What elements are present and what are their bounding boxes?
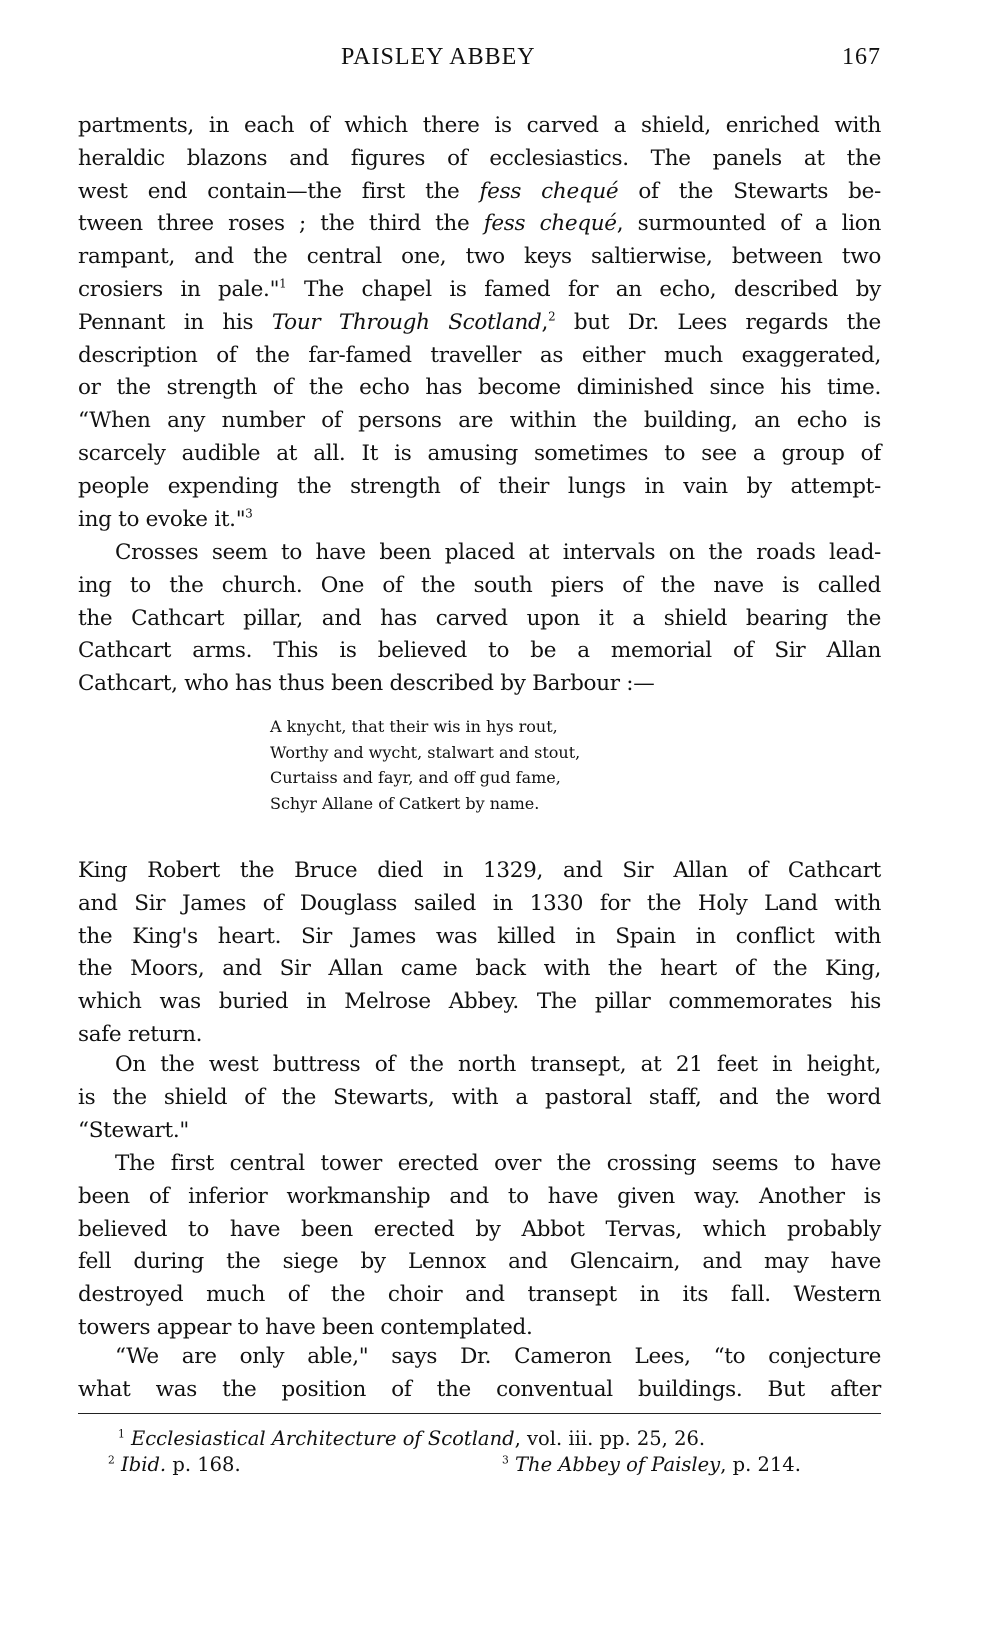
footnote — [118, 1426, 705, 1452]
running-head-title: PAISLEY ABBEY — [341, 44, 536, 70]
text-line — [78, 888, 881, 921]
text-line — [78, 1115, 881, 1148]
paragraph — [78, 855, 881, 1052]
text-run: heraldic blazons and figures of ecclesiastics. The panels at the — [78, 145, 881, 171]
verse-line: Curtaiss and fayr, and off gud fame, — [270, 768, 561, 787]
footnote-marker: 3 — [502, 1453, 509, 1467]
text-line — [78, 1341, 881, 1374]
text-line — [78, 1312, 881, 1345]
text-run: p. 168. — [166, 1453, 241, 1476]
text-run: west end contain—the first the — [78, 178, 480, 204]
text-line — [78, 537, 881, 570]
text-line — [78, 438, 881, 471]
text-run: people expending the strength of their lungs in vain by attempt- — [78, 473, 881, 499]
footnote-marker: 1 — [118, 1427, 125, 1441]
text-run: of the Stewarts be- — [618, 178, 882, 204]
text-line — [78, 953, 881, 986]
text-run: fell during the siege by Lennox and Glencairn, and may have — [78, 1249, 881, 1275]
footnote — [502, 1452, 801, 1478]
text-run: tween three roses ; the third the — [78, 211, 484, 237]
text-run: the Moors, and Sir Allan came back with the heart of the King, — [78, 956, 881, 982]
text-run: “When any number of persons are within the building, an echo is — [78, 408, 881, 434]
footnote-rule — [78, 1413, 881, 1414]
text-line — [78, 570, 881, 603]
text-run: The first central tower erected over the crossing seems to have — [115, 1151, 881, 1176]
footnote-marker: 1 — [279, 276, 287, 291]
text-line — [78, 1181, 881, 1214]
text-line — [78, 372, 881, 405]
text-line — [78, 1082, 881, 1115]
italic-text: Ecclesiastical Architecture of Scotland — [131, 1427, 515, 1450]
text-run: Pennant in his — [78, 309, 272, 335]
text-line — [78, 1374, 881, 1407]
text-run: ing to the church. One of the south piers of the nave is called — [78, 572, 881, 598]
text-run: , surmounted of a lion — [616, 211, 881, 237]
text-line — [78, 1214, 881, 1247]
text-line — [78, 340, 881, 373]
text-run: or the strength of the echo has become diminished since his time. — [78, 375, 881, 401]
verse-line: Schyr Allane of Catkert by name. — [270, 793, 540, 813]
text-run: , — [541, 309, 549, 335]
italic-text: fess chequé — [479, 178, 619, 204]
footnote-marker: 2 — [548, 309, 556, 324]
text-run: the Cathcart pillar, and has carved upon it a shield bearing the — [78, 605, 881, 631]
text-line — [78, 504, 881, 537]
text-run: but Dr. Lees regards the — [555, 309, 881, 335]
text-run: crosiers in pale." — [78, 276, 280, 302]
italic-text: The Abbey of Paisley — [515, 1453, 721, 1476]
text-run: the King's heart. Sir James was killed in Spain in conflict with — [78, 923, 881, 949]
paragraph — [78, 537, 881, 701]
text-line — [78, 855, 881, 888]
text-run: towers appear to have been contemplated. — [78, 1314, 533, 1340]
text-line — [78, 208, 881, 241]
text-run: Crosses seem to have been placed at intervals on the roads lead- — [115, 540, 881, 565]
paragraph — [78, 1341, 881, 1407]
text-run: ing to evoke it." — [78, 506, 246, 532]
text-line — [78, 986, 881, 1019]
text-run: The chapel is famed for an echo, described by — [286, 276, 882, 302]
text-run: description of the far-famed traveller as either much exaggerated, — [78, 342, 881, 368]
text-line — [78, 1148, 881, 1181]
text-run: what was the position of the conventual buildings. But after — [78, 1376, 881, 1402]
text-line — [78, 1019, 881, 1052]
text-run: safe return. — [78, 1021, 203, 1047]
page-number: 167 — [842, 44, 881, 70]
paragraph — [78, 1148, 881, 1345]
footnote — [108, 1452, 241, 1478]
paragraph — [78, 110, 881, 536]
italic-text: Tour Through Scotland — [271, 309, 542, 335]
text-line — [78, 1049, 881, 1082]
text-run: which was buried in Melrose Abbey. The pillar commemorates his — [78, 989, 881, 1015]
text-line — [78, 110, 881, 143]
text-run: is the shield of the Stewarts, with a pastoral staff, and the word — [78, 1084, 881, 1110]
text-line — [78, 1246, 881, 1279]
text-run: Cathcart arms. This is believed to be a memorial of Sir Allan — [78, 638, 881, 664]
footnote-marker: 3 — [245, 506, 253, 521]
italic-text: Ibid. — [121, 1453, 167, 1476]
text-run: “We are only able," says Dr. Cameron Lees, “to conjecture — [115, 1344, 881, 1369]
text-line — [78, 405, 881, 438]
text-line — [78, 921, 881, 954]
footnote-marker: 2 — [108, 1453, 115, 1467]
text-line — [78, 241, 881, 274]
text-line — [78, 176, 881, 209]
text-line — [78, 668, 881, 701]
verse-line: Worthy and wycht, stalwart and stout, — [270, 742, 581, 762]
text-run: On the west buttress of the north transept, at 21 feet in height, — [115, 1052, 881, 1077]
verse-line: A knycht, that their wis in hys rout, — [270, 717, 558, 736]
text-line — [78, 143, 881, 176]
italic-text: fess chequé — [483, 211, 617, 237]
text-line — [78, 471, 881, 504]
text-run: rampant, and the central one, two keys saltierwise, between two — [78, 244, 881, 270]
text-run: , p. 214. — [720, 1453, 801, 1476]
text-line — [78, 635, 881, 668]
text-line — [78, 603, 881, 636]
text-line — [78, 274, 881, 307]
text-run: , vol. iii. pp. 25, 26. — [514, 1427, 706, 1450]
text-run: been of inferior workmanship and to have given way. Another is — [78, 1183, 881, 1209]
text-run: “Stewart." — [78, 1117, 189, 1143]
text-run: partments, in each of which there is carved a shield, enriched with — [78, 113, 881, 138]
verse-quotation — [270, 714, 580, 816]
paragraph — [78, 1049, 881, 1147]
text-run: believed to have been erected by Abbot Tervas, which probably — [78, 1216, 881, 1242]
text-run: King Robert the Bruce died in 1329, and Sir Allan of Cathcart — [78, 858, 881, 883]
text-run: Cathcart, who has thus been described by Barbour :— — [78, 671, 655, 697]
text-run: scarcely audible at all. It is amusing sometimes to see a group of — [78, 440, 881, 466]
text-run: and Sir James of Douglass sailed in 1330 for the Holy Land with — [78, 890, 881, 916]
text-run: destroyed much of the choir and transept in its fall. Western — [78, 1282, 881, 1308]
text-line — [78, 1279, 881, 1312]
text-line — [78, 307, 881, 340]
